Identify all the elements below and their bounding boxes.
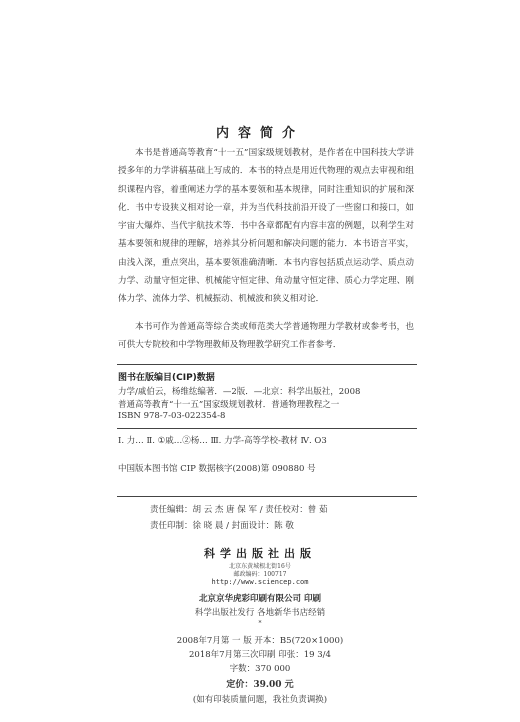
divider-rule [117,496,417,497]
distribution-line: 科学出版社发行 各地新华书店经销 [194,608,326,618]
cip-record-number: 中国版本图书馆 CIP 数据核字(2008)第 090880 号 [118,464,316,474]
publisher-url: http://www.sciencep.com [211,578,309,586]
summary-paragraph-2: 本书可作为普通高等综合类或师范类大学普通物理力学教材或参考书，也可供大专院校和中学物理教师及物理教学研究工作者参考． [118,322,414,351]
edition-line: 2008年7月第 一 版 开本：B5(720×1000) [176,636,344,646]
cip-line-2: 普通高等教育“十一五”国家级规划教材．普通物理教程之一 [118,400,340,410]
printer-line: 北京京华虎彩印刷有限公司 印刷 [199,594,321,604]
publisher-name: 科学出版社出版 [204,547,316,560]
divider-rule [117,364,417,365]
summary-paragraph-1: 本书是普通高等教育“十一五”国家级规划教材，是作者在中国科技大学讲授多年的力学讲稿基础上写成的．本书的特点是用近代物理的观点去审视和组织课程内容，着重阐述力学的基本要领和基本规律，同时注重知识的扩展和深化．书中专设狭义相对论一章，并为当代科技前沿开设了一些窗口和接口，如宇宙大爆炸、当代宇航技术等．书中各章都配有内容丰富的例题，以利学生对基本要领和规律的理解，培养其分析问题和解决问题的能力．本书语言平实，由浅入深，重点突出，基本要领准确清晰．本书内容包括质点运动学、质点动力学、动量守恒定律、机械能守恒定律、角动量守恒定律、质心力学定理、刚体力学、流体力学、机械振动、机械波和狭义相对论． [118,148,414,305]
summary-title: 内容简介 [215,126,304,141]
divider-rule [117,428,417,429]
wordcount-line: 字数：370 000 [229,664,291,674]
publisher-address: 北京东黄城根北街16号 [229,563,291,570]
cip-classification: Ⅰ. 力… Ⅱ. ①戚…②杨… Ⅲ. 力学-高等学校-教材 Ⅳ. O3 [118,436,327,446]
cip-line-1: 力学/戚伯云，杨维纮编著．—2版．—北京：科学出版社，2008 [118,387,361,397]
separator-dot: * [258,620,262,627]
publisher-postcode: 邮政编码：100717 [233,571,287,578]
cip-heading: 图书在版编目(CIP)数据 [118,373,215,383]
credits-production: 责任印制：徐 晓 晨 / 封面设计：陈 敬 [150,521,294,531]
price-line: 定价：39.00 元 [226,680,294,690]
credits-editors: 责任编辑：胡 云 杰 唐 保 军 / 责任校对：曾 茹 [150,505,328,515]
impression-line: 2018年7月第三次印刷 印张：19 3/4 [189,650,331,660]
quality-note: (如有印装质量问题，我社负责调换) [192,695,328,705]
cip-isbn: ISBN 978-7-03-022354-8 [118,411,226,421]
